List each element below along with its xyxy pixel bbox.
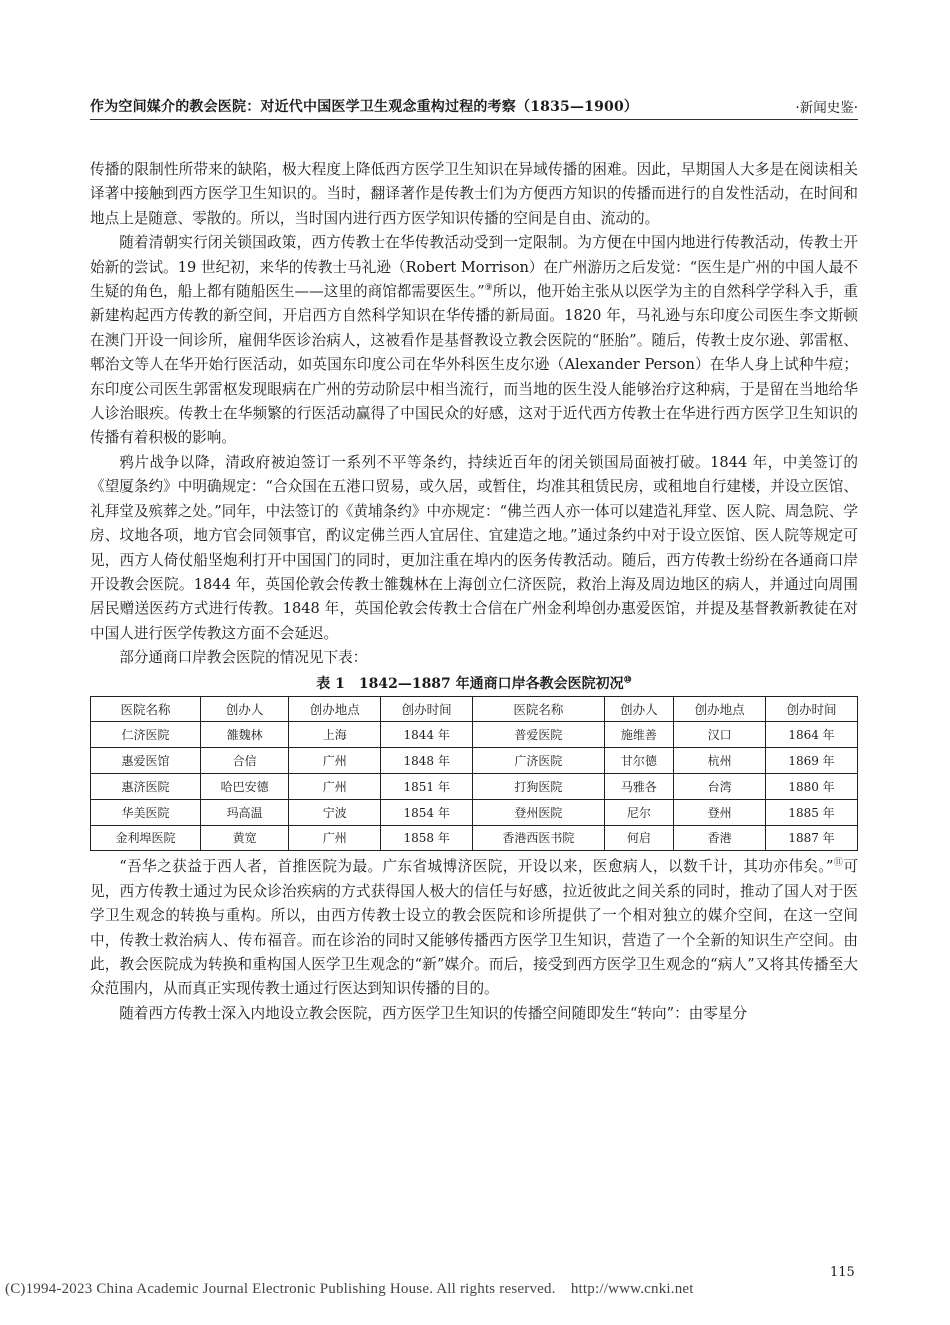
table-cell: 施维善 bbox=[604, 722, 673, 748]
table-cell: 1851 年 bbox=[381, 773, 473, 799]
table-header-row bbox=[91, 696, 858, 722]
table-cell: 1848 年 bbox=[381, 748, 473, 774]
header-cell: 创办人 bbox=[604, 696, 673, 722]
table-cell: 合信 bbox=[200, 748, 288, 774]
table-cell: 雒魏林 bbox=[200, 722, 288, 748]
table-cell: 惠爱医馆 bbox=[91, 748, 201, 774]
table-cell: 尼尔 bbox=[604, 799, 673, 825]
table-cell: 广州 bbox=[289, 748, 381, 774]
table-cell: 玛高温 bbox=[200, 799, 288, 825]
table-cell: 1885 年 bbox=[766, 799, 858, 825]
header-cell: 创办人 bbox=[200, 696, 288, 722]
table-cell: 马雅各 bbox=[604, 773, 673, 799]
header-cell: 创办地点 bbox=[674, 696, 766, 722]
paragraph: 随着清朝实行闭关锁国政策，西方传教士在华传教活动受到一定限制。为方便在中国内地进行传教活动，传教士开始新的尝试。19 世纪初，来华的传教士马礼逊（Robert Morrison）在广州游历之后发觉：“医生是广州的中国人最不生疑的角色，船上都有随船医生——这里的商馆都需要医生。”⑨所以，他开始主张从以医学为主的自然科学学科入手，重新建构起西方传教的新空间，开启西方自然科学知识在华传播的新局面。1820 年，马礼逊与东印度公司医生李文斯顿在澳门开设一间诊所，雇佣华医诊治病人，这被看作是基督教设立教会医院的“胚胎”。随后，传教士皮尔逊、郭雷枢、郫治文等人在华开始行医活动，如英国东印度公司在华外科医生皮尔逊（Alexander Person）在华人身上试种牛痘；东印度公司医生郭雷枢发现眼病在广州的劳动阶层中相当流行，而当地的医生没人能够治疗这种病，于是留在当地给华人诊治眼疾。传教士在华频繁的行医活动赢得了中国民众的好感，这对于近代西方传教士在华进行西方医学卫生知识的传播有着积极的影响。 bbox=[90, 234, 858, 447]
paragraph: 随着西方传教士深入内地设立教会医院，西方医学卫生知识的传播空间随即发生“转向”：由零星分 bbox=[119, 1004, 748, 1022]
hospital-table bbox=[90, 696, 858, 852]
table-cell: 广州 bbox=[289, 773, 381, 799]
footnote-marker: ⑩ bbox=[623, 674, 632, 685]
header-cell: 创办时间 bbox=[381, 696, 473, 722]
table-cell: 香港西医书院 bbox=[473, 825, 605, 851]
table-row bbox=[91, 773, 858, 799]
paragraph: 部分通商口岸教会医院的情况见下表： bbox=[119, 649, 368, 667]
header-rule bbox=[90, 119, 858, 120]
article-title: 作为空间媒介的教会医院：对近代中国医学卫生观念重构过程的考察（1835—1900） bbox=[90, 99, 639, 115]
paragraph: 传播的限制性所带来的缺陷，极大程度上降低西方医学卫生知识在异域传播的困难。因此，早期国人大多是在阅读相关译著中接触到西方医学卫生知识的。当时，翻译著作是传教士们为方便西方知识的传播而进行的自发性活动，在时间和地点上是随意、零散的。所以，当时国内进行西方医学知识传播的空间是自由、流动的。 bbox=[90, 161, 858, 227]
header-cell: 医院名称 bbox=[91, 696, 201, 722]
table-row bbox=[91, 748, 858, 774]
paragraph: 鸦片战争以降，清政府被迫签订一系列不平等条约，持续近百年的闭关锁国局面被打破。1844 年，中美签订的《望厦条约》中明确规定：“合众国在五港口贸易，或久居，或暂住，均准其租赁民房，或租地自行建楼，并设立医馆、礼拜堂及殡葬之处。”同年，中法签订的《黄埔条约》中亦规定：“佛兰西人亦一体可以建造礼拜堂、医人院、周急院、学房、坟地各项，地方官会同领事官，酌议定佛兰西人宜居住、宜建造之地。”通过条约中对于设立医馆、医人院等规定可见，西方人倚仗船坚炮利打开中国国门的同时，更加注重在埠内的医务传教活动。随后，西方传教士纷纷在各通商口岸开设教会医院。1844 年，英国伦敦会传教士雒魏林在上海创立仁济医院，救治上海及周边地区的病人，并通过向周围居民赠送医药方式进行传教。1848 年，英国伦敦会传教士合信在广州金利埠创办惠爱医馆，并提及基督教新教徒在对中国人进行医学传教这方面不会延迟。 bbox=[90, 453, 858, 642]
table-cell: 甘尔德 bbox=[604, 748, 673, 774]
table-cell: 何启 bbox=[604, 825, 673, 851]
table-cell: 仁济医院 bbox=[91, 722, 201, 748]
table-cell: 宁波 bbox=[289, 799, 381, 825]
table-cell: 台湾 bbox=[674, 773, 766, 799]
table-cell: 广济医院 bbox=[473, 748, 605, 774]
table-cell: 1880 年 bbox=[766, 773, 858, 799]
header-cell: 创办时间 bbox=[766, 696, 858, 722]
table-cell: 1887 年 bbox=[766, 825, 858, 851]
table-cell: 普爱医院 bbox=[473, 722, 605, 748]
table-cell: 汉口 bbox=[674, 722, 766, 748]
footnote-marker: ⑨ bbox=[484, 283, 493, 294]
table-cell: 哈巴安德 bbox=[200, 773, 288, 799]
table-cell: 打狗医院 bbox=[473, 773, 605, 799]
article-body bbox=[90, 158, 858, 1026]
table-cell: 香港 bbox=[674, 825, 766, 851]
table-cell: 上海 bbox=[289, 722, 381, 748]
table-cell: 1858 年 bbox=[381, 825, 473, 851]
table-cell: 华美医院 bbox=[91, 799, 201, 825]
table-cell: 1869 年 bbox=[766, 748, 858, 774]
table-cell: 1844 年 bbox=[381, 722, 473, 748]
running-header bbox=[90, 92, 858, 120]
table-caption: 表 1 1842—1887 年通商口岸各教会医院初况⑩ bbox=[316, 674, 632, 692]
table-row bbox=[91, 722, 858, 748]
footnote-marker: ⑪ bbox=[833, 858, 844, 869]
page-number: 115 bbox=[830, 1265, 855, 1280]
section-label: ·新闻史鉴· bbox=[795, 100, 858, 116]
header-cell: 医院名称 bbox=[473, 696, 605, 722]
table-cell: 广州 bbox=[289, 825, 381, 851]
header-cell: 创办地点 bbox=[289, 696, 381, 722]
table-cell: 金利埠医院 bbox=[91, 825, 201, 851]
table-cell: 黄宽 bbox=[200, 825, 288, 851]
table-cell: 杭州 bbox=[674, 748, 766, 774]
table-cell: 登州 bbox=[674, 799, 766, 825]
paragraph: “吾华之获益于西人者，首推医院为最。广东省城博济医院，开设以来，医愈病人，以数千计，其功亦伟矣。”⑪可见，西方传教士通过为民众诊治疾病的方式获得国人极大的信任与好感，拉近彼此之间关系的同时，推动了国人对于医学卫生观念的转换与重构。所以，由西方传教士设立的教会医院和诊所提供了一个相对独立的媒介空间，在这一空间中，传教士救治病人、传布福音。而在诊治的同时又能够传播西方医学卫生知识，营造了一个全新的知识生产空间。由此，教会医院成为转换和重构国人医学卫生观念的“新”媒介。而后，接受到西方医学卫生观念的“病人”又将其传播至大众范围内，从而真正实现传教士通过行医达到知识传播的目的。 bbox=[90, 858, 858, 998]
table-row bbox=[91, 799, 858, 825]
table-cell: 1864 年 bbox=[766, 722, 858, 748]
table-cell: 登州医院 bbox=[473, 799, 605, 825]
copyright-footer: (C)1994-2023 China Academic Journal Electronic Publishing House. All rights reserved. http://www.cnki.net bbox=[5, 1281, 694, 1297]
table-cell: 惠济医院 bbox=[91, 773, 201, 799]
table-row bbox=[91, 825, 858, 851]
table-cell: 1854 年 bbox=[381, 799, 473, 825]
